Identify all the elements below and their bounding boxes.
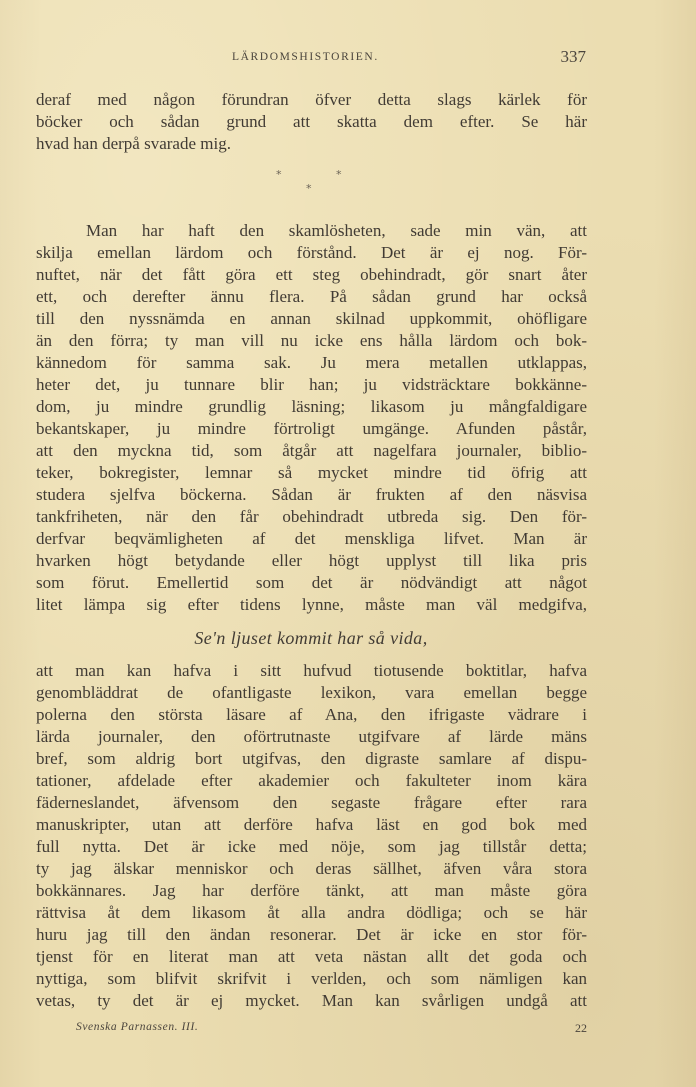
text-line: litet lämpa sig efter tidens lynne, måste man väl medgifva, [36,595,587,614]
text-line: Man har haft den skamlösheten, sade min vän, att [86,221,587,240]
text-line: som förut. Emellertid som det är nödvändigt att något [36,573,587,592]
text-line: ty jag älskar menniskor och deras sällhet, äfven våra stora [36,859,587,878]
text-line: genombläddrat de ofantligaste lexikon, vara emellan begge [36,683,587,702]
paragraph-main [36,220,587,616]
text-line: derfvar beqvämligheten af det menskliga lifvet. Man är [36,529,587,548]
sheet-number: 22 [575,1021,587,1035]
text-line: deraf med någon förundran öfver detta slags kärlek för [36,90,587,109]
text-line: teker, bokregister, lemnar så mycket mindre tid öfrig att [36,463,587,482]
page-number: 337 [560,47,586,66]
text-line: ett, och derefter ännu flera. På sådan grund har också [36,287,587,306]
text-line: nuftet, när det fått göra ett steg obehindradt, gör snart åter [36,265,587,284]
text-line: böcker och sådan grund att skatta dem efter. Se här [36,112,587,131]
text-line: kännedom för samma sak. Ju mera metallen utklappas, [36,353,587,372]
text-line: fäderneslandet, äfvensom den segaste frågare efter rara [36,793,587,812]
text-line: vetas, ty det är ej mycket. Man kan svårligen undgå att [36,991,587,1010]
text-line: manuskripter, utan att derföre hafva läst en god bok med [36,815,587,834]
page-header [36,47,586,69]
section-asterism [0,168,696,198]
text-line: heter det, ju tunnare blir han; ju vidsträcktare bokkänne- [36,375,587,394]
paragraph-continued [36,89,587,155]
asterisk-mark: * [306,182,312,195]
text-line: huru jag till den ändan resonerar. Det är icke en stor för- [36,925,587,944]
text-line: nyttiga, som blifvit skrifvit i verlden, och som nämligen kan [36,969,587,988]
text-line: tjenst för en literat man att veta nästan allt det goda och [36,947,587,966]
paragraph-continuation [36,660,587,1012]
page-footer [36,1021,587,1039]
text-line: tationer, afdelade efter akademier och fakulteter inom kära [36,771,587,790]
verse-quotation: Se'n ljuset kommit har så vida, [194,628,428,648]
printer-signature: Svenska Parnassen. III. [76,1021,199,1033]
text-line: bokkännares. Jag har derföre tänkt, att man måste göra [36,881,587,900]
text-line: hvad han derpå svarade mig. [36,134,231,153]
text-line: skilja emellan lärdom och förstånd. Det är ej nog. För- [36,243,587,262]
text-line: än den förra; ty man vill nu icke ens hålla lärdom och bok- [36,331,587,350]
text-line: studera sjelfva böckerna. Sådan är frukten af den näsvisa [36,485,587,504]
text-line: rättvisa åt dem likasom åt alla andra dödliga; och se här [36,903,587,922]
text-line: att man kan hafva i sitt hufvud tiotusende boktitlar, hafva [36,661,587,680]
text-line: tankfriheten, när den får obehindradt utbreda sig. Den för- [36,507,587,526]
text-line: full nytta. Det är icke med nöje, som jag tillstår detta; [36,837,587,856]
text-line: hvarken högt betydande eller högt upplyst till lika pris [36,551,587,570]
asterisk-mark: * [336,168,342,181]
text-line: till den nyssnämda en annan skilnad uppkommit, ohöfligare [36,309,587,328]
text-line: lärda journaler, den oförtrutnaste utgifvare af lärde mäns [36,727,587,746]
text-line: att den myckna tid, som åtgår att nagelfara journaler, biblio- [36,441,587,460]
text-line: polerna den största läsare af Ana, den ifrigaste vädrare i [36,705,587,724]
text-line: bref, som aldrig bort utgifvas, den digraste samlare af dispu- [36,749,587,768]
text-line: bekantskaper, ju mindre förtroligt umgänge. Afunden påstår, [36,419,587,438]
asterisk-mark: * [276,168,282,181]
text-line: dom, ju mindre grundlig läsning; likasom ju mångfaldigare [36,397,587,416]
running-head: LÄRDOMSHISTORIEN. [232,51,379,63]
